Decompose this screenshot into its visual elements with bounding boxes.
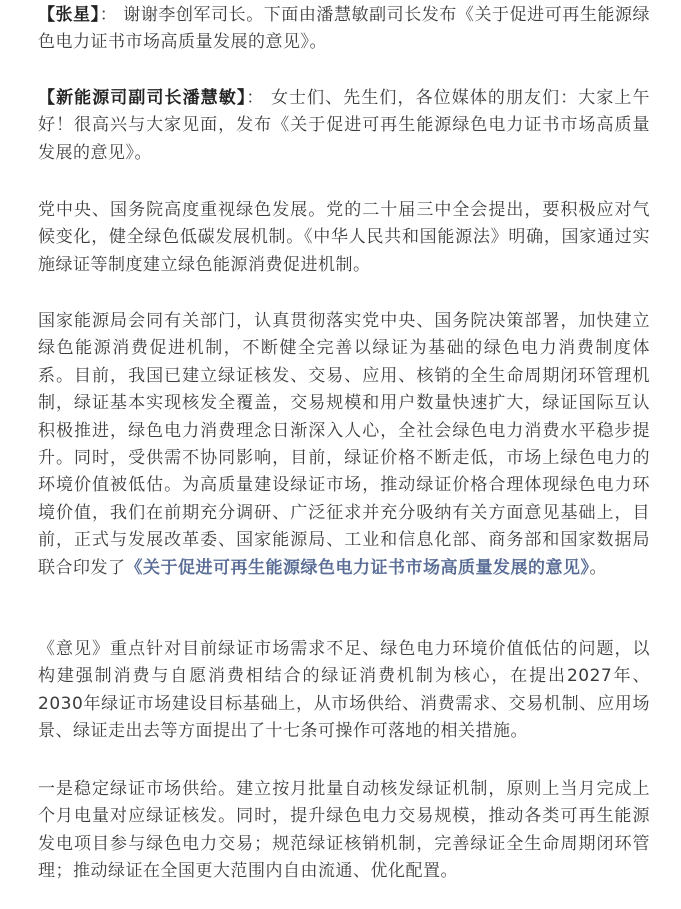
paragraph-policy-background (38, 197, 650, 279)
paragraph-speaker-greeting (38, 85, 650, 167)
paragraph-measure-one (38, 776, 650, 886)
document-title-link[interactable]: 《关于促进可再生能源绿色电力证书市场高质量发展的意见》 (125, 557, 590, 578)
paragraph-text-tail: 。 (589, 557, 607, 578)
paragraph-text: 一是稳定绿证市场供给。建立按月批量自动核发绿证机制，原则上当月完成上个月电量对应绿证核发。同时，提升绿色电力交易规模，推动各类可再生能源发电项目参与绿色电力交易；规范绿证核销机制，完善绿证全生命周期闭环管理；推动绿证在全国更大范围内自由流通、优化配置。 (38, 779, 650, 882)
paragraph-text: ： 女士们、先生们，各位媒体的朋友们：大家上午好！很高兴与大家见面，发布《关于促进可再生能源绿色电力证书市场高质量发展的意见》。 (38, 88, 651, 163)
speaker-name: 【新能源司副司长潘慧敏】 (38, 88, 247, 108)
paragraph-current-status (38, 308, 650, 582)
paragraph-text: 党中央、国务院高度重视绿色发展。党的二十届三中全会提出，要积极应对气候变化，健全绿色低碳发展机制。《中华人民共和国能源法》明确，国家通过实施绿证等制度建立绿色能源消费促进机制。 (38, 200, 650, 275)
paragraph-text: ： 谢谢李创军司长。下面由潘慧敏副司长发布《关于促进可再生能源绿色电力证书市场高质量发展的意见》。 (38, 5, 651, 53)
paragraph-intro-host (38, 2, 650, 57)
speaker-name: 【张星】 (38, 5, 100, 25)
paragraph-text: 国家能源局会同有关部门，认真贯彻落实党中央、国务院决策部署，加快建立绿色能源消费促进机制，不断健全完善以绿证为基础的绿色电力消费制度体系。目前，我国已建立绿证核发、交易、应用、核销的全生命周期闭环管理机制，绿证基本实现核发全覆盖，交易规模和用户数量快速扩大，绿证国际互认积极推进，绿色电力消费理念日渐深入人心，全社会绿色电力消费水平稳步提升。同时，受供需不协同影响，目前，绿证价格不断走低，市场上绿色电力的环境价值被低估。为高质量建设绿证市场，推动绿证价格合理体现绿色电力环境价值，我们在前期充分调研、广泛征求并充分吸纳有关方面意见基础上，目前，正式与发展改革委、国家能源局、工业和信息化部、商务部和国家数据局联合印发了 (38, 311, 650, 578)
paragraph-text: 《意见》重点针对目前绿证市场需求不足、绿色电力环境价值低估的问题，以构建强制消费与自愿消费相结合的绿证消费机制为核心，在提出2027年、2030年绿证市场建设目标基础上，从市场供给、消费需求、交易机制、应用场景、绿证走出去等方面提出了十七条可操作可落地的相关措施。 (38, 639, 650, 742)
paragraph-opinion-summary (38, 636, 650, 746)
